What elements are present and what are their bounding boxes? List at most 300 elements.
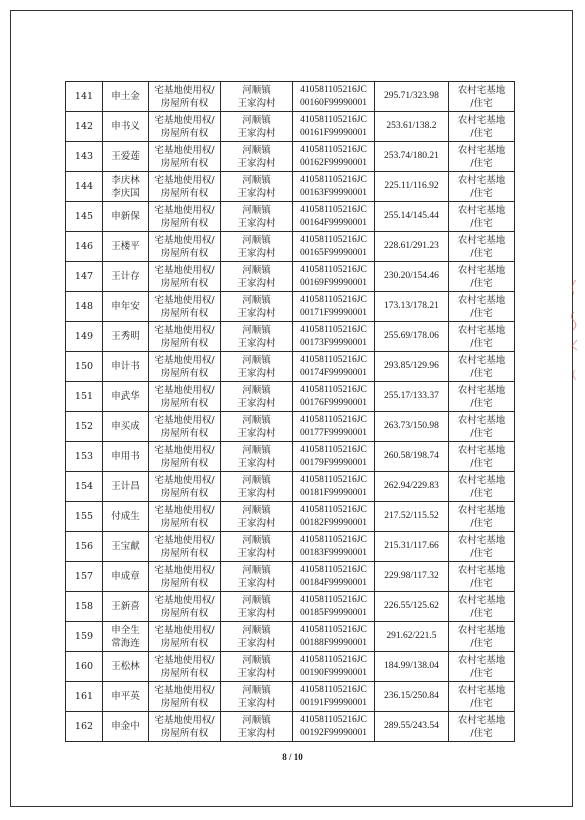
right-type-line: 宅基地使用权/ <box>154 414 215 426</box>
right-type-cell <box>149 292 221 322</box>
location-cell <box>221 112 293 142</box>
usage-line: 农村宅基地 <box>457 324 506 336</box>
row-number-cell: 141 <box>66 82 103 112</box>
location-cell <box>221 322 293 352</box>
usage-line: /住宅 <box>470 97 493 109</box>
right-type-line: 房屋所有权 <box>160 487 209 499</box>
right-type-line: 宅基地使用权/ <box>154 294 215 306</box>
table-row <box>66 502 515 532</box>
usage-cell <box>449 232 515 262</box>
right-type-line: 宅基地使用权/ <box>154 684 215 696</box>
property-code-line: 00162F99990001 <box>299 157 368 168</box>
usage-line: 农村宅基地 <box>457 84 506 96</box>
right-type-cell <box>149 322 221 352</box>
table-row <box>66 532 515 562</box>
row-number-cell: 160 <box>66 652 103 682</box>
area-cell: 289.55/243.54 <box>375 712 449 742</box>
usage-line: 农村宅基地 <box>457 174 506 186</box>
location-line: 王家沟村 <box>237 367 276 379</box>
owner-name-cell <box>103 142 149 172</box>
owner-name-cell <box>103 82 149 112</box>
usage-cell <box>449 262 515 292</box>
area-cell: 228.61/291.23 <box>375 232 449 262</box>
property-code-cell <box>293 292 375 322</box>
usage-line: 农村宅基地 <box>457 204 506 216</box>
property-code-cell <box>293 562 375 592</box>
owner-name-line: 常海连 <box>111 637 140 649</box>
area-cell: 253.61/138.2 <box>375 112 449 142</box>
row-number-cell: 150 <box>66 352 103 382</box>
usage-cell <box>449 382 515 412</box>
usage-line: /住宅 <box>470 607 493 619</box>
owner-name-line: 李庆国 <box>111 187 140 199</box>
right-type-line: 房屋所有权 <box>160 517 209 529</box>
row-number-cell: 145 <box>66 202 103 232</box>
usage-cell <box>449 82 515 112</box>
owner-name-line: 王计昌 <box>111 481 140 492</box>
area-cell: 263.73/150.98 <box>375 412 449 442</box>
usage-line: /住宅 <box>470 397 493 409</box>
right-type-line: 房屋所有权 <box>160 217 209 229</box>
property-code-cell <box>293 592 375 622</box>
location-line: 王家沟村 <box>237 487 276 499</box>
usage-cell <box>449 562 515 592</box>
owner-name-line: 申书义 <box>111 121 140 132</box>
property-code-line: 00169F99990001 <box>299 277 368 288</box>
usage-cell <box>449 142 515 172</box>
usage-line: 农村宅基地 <box>457 654 506 666</box>
usage-line: 农村宅基地 <box>457 354 506 366</box>
right-type-line: 房屋所有权 <box>160 427 209 439</box>
usage-line: /住宅 <box>470 427 493 439</box>
right-type-cell <box>149 682 221 712</box>
area-cell: 230.20/154.46 <box>375 262 449 292</box>
row-number-cell: 151 <box>66 382 103 412</box>
location-cell <box>221 532 293 562</box>
location-line: 王家沟村 <box>237 667 276 679</box>
location-line: 河顺镇 <box>242 534 271 546</box>
owner-name-line: 王计存 <box>111 271 140 282</box>
right-type-line: 房屋所有权 <box>160 307 209 319</box>
owner-name-cell <box>103 682 149 712</box>
row-number-cell: 156 <box>66 532 103 562</box>
right-type-line: 房屋所有权 <box>160 547 209 559</box>
location-line: 河顺镇 <box>242 204 271 216</box>
right-type-line: 宅基地使用权/ <box>154 174 215 186</box>
property-code-line: 00160F99990001 <box>299 97 368 108</box>
right-type-line: 宅基地使用权/ <box>154 384 215 396</box>
property-code-line: 410581105216JC <box>300 84 367 95</box>
owner-name-line: 申成章 <box>111 571 140 582</box>
row-number-cell: 153 <box>66 442 103 472</box>
owner-name-cell <box>103 712 149 742</box>
property-code-line: 00163F99990001 <box>299 187 368 198</box>
right-type-cell <box>149 562 221 592</box>
usage-line: 农村宅基地 <box>457 234 506 246</box>
row-number-cell: 149 <box>66 322 103 352</box>
owner-name-cell <box>103 202 149 232</box>
location-cell <box>221 82 293 112</box>
property-code-line: 410581105216JC <box>300 264 367 275</box>
property-code-cell <box>293 442 375 472</box>
right-type-cell <box>149 532 221 562</box>
row-number-cell: 157 <box>66 562 103 592</box>
owner-name-line: 申土金 <box>111 91 140 102</box>
usage-cell <box>449 202 515 232</box>
right-type-cell <box>149 142 221 172</box>
property-code-line: 410581105216JC <box>300 534 367 545</box>
location-cell <box>221 262 293 292</box>
location-cell <box>221 592 293 622</box>
right-type-line: 房屋所有权 <box>160 667 209 679</box>
usage-line: /住宅 <box>470 157 493 169</box>
property-code-line: 410581105216JC <box>300 594 367 605</box>
property-code-line: 00183F99990001 <box>299 547 368 558</box>
right-type-cell <box>149 352 221 382</box>
property-code-line: 410581105216JC <box>300 624 367 635</box>
usage-cell <box>449 712 515 742</box>
location-line: 河顺镇 <box>242 564 271 576</box>
property-code-cell <box>293 472 375 502</box>
property-code-line: 00188F99990001 <box>299 637 368 648</box>
owner-name-cell <box>103 322 149 352</box>
right-type-line: 宅基地使用权/ <box>154 474 215 486</box>
property-code-line: 410581105216JC <box>300 204 367 215</box>
owner-name-line: 王新喜 <box>111 601 140 612</box>
usage-line: /住宅 <box>470 517 493 529</box>
owner-name-line: 付成生 <box>111 511 140 522</box>
location-line: 河顺镇 <box>242 594 271 606</box>
usage-cell <box>449 682 515 712</box>
table-row <box>66 382 515 412</box>
property-code-cell <box>293 682 375 712</box>
owner-name-line: 申计书 <box>111 361 140 372</box>
location-line: 河顺镇 <box>242 684 271 696</box>
location-cell <box>221 352 293 382</box>
owner-name-line: 申金中 <box>111 721 140 732</box>
owner-name-cell <box>103 352 149 382</box>
usage-line: /住宅 <box>470 307 493 319</box>
registry-body <box>66 82 515 742</box>
table-row <box>66 202 515 232</box>
area-cell: 255.17/133.37 <box>375 382 449 412</box>
property-code-cell <box>293 82 375 112</box>
property-code-line: 410581105216JC <box>300 504 367 515</box>
usage-cell <box>449 292 515 322</box>
table-row <box>66 472 515 502</box>
right-type-line: 宅基地使用权/ <box>154 144 215 156</box>
owner-name-cell <box>103 562 149 592</box>
property-code-cell <box>293 622 375 652</box>
usage-cell <box>449 412 515 442</box>
area-cell: 184.99/138.04 <box>375 652 449 682</box>
right-type-line: 宅基地使用权/ <box>154 84 215 96</box>
location-line: 河顺镇 <box>242 714 271 726</box>
registry-table <box>65 81 515 742</box>
location-line: 河顺镇 <box>242 324 271 336</box>
owner-name-cell <box>103 622 149 652</box>
owner-name-cell <box>103 532 149 562</box>
property-code-line: 410581105216JC <box>300 234 367 245</box>
location-line: 王家沟村 <box>237 727 276 739</box>
location-line: 河顺镇 <box>242 174 271 186</box>
table-row <box>66 352 515 382</box>
usage-cell <box>449 352 515 382</box>
row-number-cell: 155 <box>66 502 103 532</box>
property-code-line: 00176F99990001 <box>299 397 368 408</box>
owner-name-line: 申新保 <box>111 211 140 222</box>
right-type-line: 房屋所有权 <box>160 337 209 349</box>
owner-name-line: 王秀明 <box>111 331 140 342</box>
property-code-line: 00165F99990001 <box>299 247 368 258</box>
usage-cell <box>449 622 515 652</box>
usage-line: /住宅 <box>470 127 493 139</box>
table-row <box>66 292 515 322</box>
right-type-cell <box>149 472 221 502</box>
area-cell: 173.13/178.21 <box>375 292 449 322</box>
location-line: 河顺镇 <box>242 264 271 276</box>
usage-cell <box>449 472 515 502</box>
area-cell: 215.31/117.66 <box>375 532 449 562</box>
usage-line: /住宅 <box>470 577 493 589</box>
location-cell <box>221 562 293 592</box>
location-line: 王家沟村 <box>237 427 276 439</box>
owner-name-line: 王松林 <box>111 661 140 672</box>
table-row <box>66 682 515 712</box>
row-number-cell: 144 <box>66 172 103 202</box>
property-code-cell <box>293 322 375 352</box>
property-code-line: 00161F99990001 <box>299 127 368 138</box>
usage-line: 农村宅基地 <box>457 384 506 396</box>
location-cell <box>221 172 293 202</box>
right-type-line: 房屋所有权 <box>160 727 209 739</box>
area-cell: 225.11/116.92 <box>375 172 449 202</box>
table-row <box>66 232 515 262</box>
location-line: 王家沟村 <box>237 277 276 289</box>
location-cell <box>221 652 293 682</box>
property-code-line: 00177F99990001 <box>299 427 368 438</box>
location-line: 王家沟村 <box>237 187 276 199</box>
owner-name-line: 申用书 <box>111 451 140 462</box>
right-type-line: 房屋所有权 <box>160 157 209 169</box>
right-type-cell <box>149 592 221 622</box>
row-number-cell: 158 <box>66 592 103 622</box>
location-line: 王家沟村 <box>237 577 276 589</box>
usage-line: /住宅 <box>470 247 493 259</box>
location-cell <box>221 712 293 742</box>
location-line: 王家沟村 <box>237 157 276 169</box>
area-cell: 255.14/145.44 <box>375 202 449 232</box>
right-type-line: 宅基地使用权/ <box>154 504 215 516</box>
row-number-cell: 159 <box>66 622 103 652</box>
location-cell <box>221 382 293 412</box>
area-cell: 229.98/117.32 <box>375 562 449 592</box>
usage-line: /住宅 <box>470 667 493 679</box>
property-code-cell <box>293 232 375 262</box>
property-code-line: 410581105216JC <box>300 474 367 485</box>
location-line: 王家沟村 <box>237 457 276 469</box>
row-number-cell: 152 <box>66 412 103 442</box>
property-code-line: 410581105216JC <box>300 174 367 185</box>
table-row <box>66 112 515 142</box>
owner-name-cell <box>103 382 149 412</box>
owner-name-line: 申买成 <box>111 421 140 432</box>
table-row <box>66 262 515 292</box>
usage-cell <box>449 652 515 682</box>
right-type-line: 房屋所有权 <box>160 577 209 589</box>
usage-line: /住宅 <box>470 727 493 739</box>
property-code-cell <box>293 142 375 172</box>
table-row <box>66 142 515 172</box>
table-row <box>66 652 515 682</box>
property-code-line: 410581105216JC <box>300 114 367 125</box>
location-line: 王家沟村 <box>237 547 276 559</box>
location-line: 王家沟村 <box>237 517 276 529</box>
location-cell <box>221 412 293 442</box>
right-type-line: 房屋所有权 <box>160 277 209 289</box>
location-line: 王家沟村 <box>237 97 276 109</box>
usage-line: 农村宅基地 <box>457 114 506 126</box>
right-type-line: 宅基地使用权/ <box>154 714 215 726</box>
row-number-cell: 142 <box>66 112 103 142</box>
right-type-line: 宅基地使用权/ <box>154 564 215 576</box>
property-code-line: 00190F99990001 <box>299 667 368 678</box>
row-number-cell: 161 <box>66 682 103 712</box>
table-row <box>66 592 515 622</box>
right-type-line: 房屋所有权 <box>160 607 209 619</box>
owner-name-cell <box>103 592 149 622</box>
owner-name-line: 王爱莲 <box>111 151 140 162</box>
property-code-line: 410581105216JC <box>300 684 367 695</box>
property-code-line: 00182F99990001 <box>299 517 368 528</box>
location-line: 王家沟村 <box>237 607 276 619</box>
right-type-line: 房屋所有权 <box>160 397 209 409</box>
usage-cell <box>449 502 515 532</box>
right-type-line: 宅基地使用权/ <box>154 204 215 216</box>
right-type-line: 房屋所有权 <box>160 247 209 259</box>
usage-line: 农村宅基地 <box>457 684 506 696</box>
right-type-line: 宅基地使用权/ <box>154 444 215 456</box>
property-code-cell <box>293 352 375 382</box>
property-code-line: 410581105216JC <box>300 354 367 365</box>
property-code-line: 00191F99990001 <box>299 697 368 708</box>
right-type-line: 房屋所有权 <box>160 187 209 199</box>
location-cell <box>221 622 293 652</box>
owner-name-cell <box>103 112 149 142</box>
right-type-cell <box>149 652 221 682</box>
owner-name-line: 王楼平 <box>111 241 140 252</box>
owner-name-cell <box>103 262 149 292</box>
property-code-cell <box>293 112 375 142</box>
location-line: 王家沟村 <box>237 307 276 319</box>
location-cell <box>221 292 293 322</box>
usage-line: /住宅 <box>470 217 493 229</box>
area-cell: 217.52/115.52 <box>375 502 449 532</box>
owner-name-line: 申平英 <box>111 691 140 702</box>
row-number-cell: 154 <box>66 472 103 502</box>
property-code-line: 00164F99990001 <box>299 217 368 228</box>
property-code-line: 00192F99990001 <box>299 727 368 738</box>
location-line: 河顺镇 <box>242 624 271 636</box>
property-code-line: 410581105216JC <box>300 384 367 395</box>
usage-line: /住宅 <box>470 337 493 349</box>
owner-name-cell <box>103 442 149 472</box>
owner-name-line: 申年安 <box>111 301 140 312</box>
owner-name-cell <box>103 502 149 532</box>
location-cell <box>221 472 293 502</box>
right-type-cell <box>149 442 221 472</box>
usage-line: /住宅 <box>470 457 493 469</box>
owner-name-line: 王宝献 <box>111 541 140 552</box>
property-code-line: 00184F99990001 <box>299 577 368 588</box>
property-code-line: 410581105216JC <box>300 654 367 665</box>
property-code-line: 410581105216JC <box>300 324 367 335</box>
location-line: 王家沟村 <box>237 397 276 409</box>
area-cell: 260.58/198.74 <box>375 442 449 472</box>
property-code-line: 410581105216JC <box>300 414 367 425</box>
property-code-cell <box>293 532 375 562</box>
location-line: 王家沟村 <box>237 217 276 229</box>
property-code-cell <box>293 502 375 532</box>
location-line: 王家沟村 <box>237 247 276 259</box>
right-type-line: 房屋所有权 <box>160 97 209 109</box>
property-code-line: 00171F99990001 <box>299 307 368 318</box>
property-code-line: 00185F99990001 <box>299 607 368 618</box>
right-type-line: 房屋所有权 <box>160 127 209 139</box>
table-row <box>66 82 515 112</box>
location-cell <box>221 502 293 532</box>
usage-cell <box>449 592 515 622</box>
location-line: 王家沟村 <box>237 637 276 649</box>
usage-line: 农村宅基地 <box>457 294 506 306</box>
usage-line: 农村宅基地 <box>457 264 506 276</box>
usage-line: /住宅 <box>470 277 493 289</box>
red-seal-fragment <box>566 270 580 390</box>
location-line: 王家沟村 <box>237 127 276 139</box>
right-type-cell <box>149 382 221 412</box>
owner-name-line: 申武华 <box>111 391 140 402</box>
location-cell <box>221 682 293 712</box>
right-type-cell <box>149 232 221 262</box>
property-code-line: 00173F99990001 <box>299 337 368 348</box>
area-cell: 253.74/180.21 <box>375 142 449 172</box>
usage-line: 农村宅基地 <box>457 564 506 576</box>
page-number: 8 / 10 <box>282 752 303 762</box>
usage-line: /住宅 <box>470 367 493 379</box>
row-number-cell: 146 <box>66 232 103 262</box>
usage-line: 农村宅基地 <box>457 414 506 426</box>
property-code-cell <box>293 202 375 232</box>
location-line: 河顺镇 <box>242 294 271 306</box>
location-line: 王家沟村 <box>237 697 276 709</box>
property-code-line: 410581105216JC <box>300 294 367 305</box>
table-row <box>66 322 515 352</box>
right-type-cell <box>149 262 221 292</box>
row-number-cell: 147 <box>66 262 103 292</box>
row-number-cell: 143 <box>66 142 103 172</box>
location-cell <box>221 142 293 172</box>
owner-name-cell <box>103 232 149 262</box>
table-row <box>66 442 515 472</box>
property-code-line: 410581105216JC <box>300 564 367 575</box>
usage-line: /住宅 <box>470 637 493 649</box>
table-row <box>66 622 515 652</box>
area-cell: 226.55/125.62 <box>375 592 449 622</box>
usage-cell <box>449 172 515 202</box>
right-type-line: 宅基地使用权/ <box>154 324 215 336</box>
owner-name-cell <box>103 652 149 682</box>
right-type-line: 房屋所有权 <box>160 697 209 709</box>
